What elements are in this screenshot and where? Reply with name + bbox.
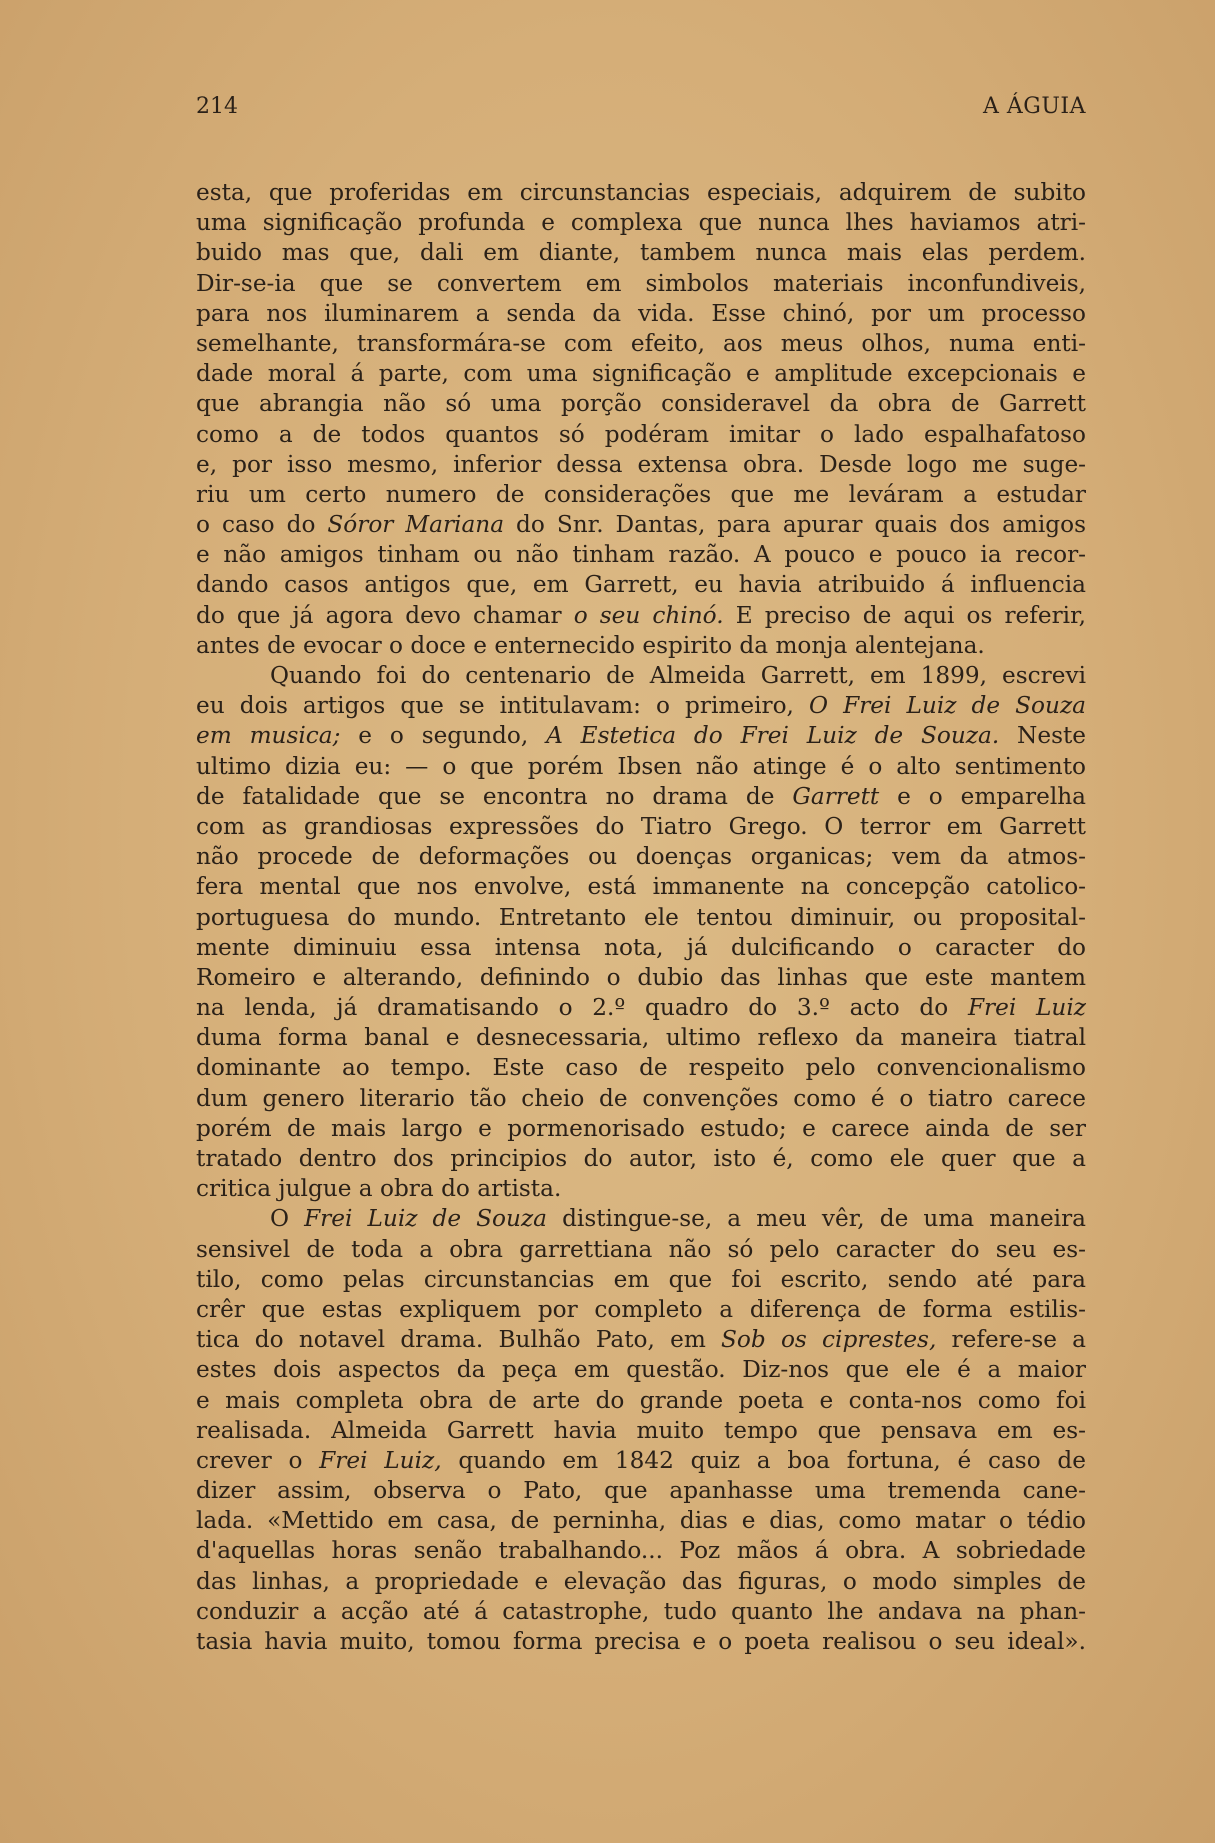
text-segment: realisada. Almeida Garrett havia muito tempo que pensava em es- (196, 1416, 1086, 1444)
text-segment: dizer assim, observa o Pato, que apanhasse uma tremenda cane- (196, 1477, 1086, 1505)
text-line (196, 1567, 1086, 1597)
text-segment: o caso do (196, 511, 328, 539)
text-line (196, 1416, 1086, 1446)
text-segment: buido mas que, dali em diante, tambem nunca mais elas perdem. (196, 239, 1086, 267)
text-line (196, 1204, 1086, 1234)
italic-text: Sob os ciprestes, (721, 1326, 937, 1354)
text-line (196, 1023, 1086, 1053)
text-line (196, 208, 1086, 238)
text-line (196, 1476, 1086, 1506)
text-line (196, 480, 1086, 510)
text-line (196, 1295, 1086, 1325)
text-segment: dade moral á parte, com uma significação e amplitude excepcionais e (196, 360, 1086, 388)
text-segment: Neste (999, 722, 1087, 750)
text-line (196, 1446, 1086, 1476)
text-line (196, 450, 1086, 480)
italic-text: Sóror Mariana (327, 511, 505, 539)
text-segment: com as grandiosas expressões do Tiatro Grego. O terror em Garrett (196, 812, 1086, 840)
text-line (196, 1355, 1086, 1385)
italic-text: Frei Luiz (967, 994, 1086, 1022)
text-line (196, 691, 1086, 721)
text-line (196, 420, 1086, 450)
text-line (196, 631, 1086, 661)
text-line (196, 1325, 1086, 1355)
text-segment: fera mental que nos envolve, está immanente na concepção catolico- (196, 873, 1086, 901)
text-line (196, 933, 1086, 963)
body-text (196, 178, 1086, 1657)
text-line (196, 872, 1086, 902)
text-line (196, 903, 1086, 933)
text-segment: dum genero literario tão cheio de convenções como é o tiatro carece (196, 1084, 1086, 1112)
text-segment: e não amigos tinham ou não tinham razão. A pouco e pouco ia recor- (196, 541, 1086, 569)
text-line (196, 782, 1086, 812)
text-segment: mente diminuiu essa intensa nota, já dulcificando o caracter do (196, 933, 1086, 961)
text-segment: d'aquellas horas senão trabalhando... Poz mãos á obra. A sobriedade (196, 1537, 1086, 1565)
text-segment: e o emparelha (879, 782, 1086, 810)
italic-text: Frei Luiz de Souza (304, 1205, 547, 1233)
text-line (196, 601, 1086, 631)
text-segment: e, por isso mesmo, inferior dessa extensa obra. Desde logo me suge- (196, 450, 1086, 478)
text-line (196, 570, 1086, 600)
text-segment: distingue-se, a meu vêr, de uma maneira (547, 1205, 1086, 1233)
text-segment: na lenda, já dramatisando o 2.º quadro do 3.º acto do (196, 994, 968, 1022)
text-segment: uma significação profunda e complexa que nunca lhes haviamos atri- (196, 209, 1086, 237)
journal-title: A ÁGUIA (983, 94, 1086, 119)
text-segment: de fatalidade que se encontra no drama de (196, 782, 793, 810)
text-segment: sensivel de toda a obra garrettiana não só pelo caracter do seu es- (196, 1235, 1086, 1263)
text-segment: quando em 1842 quiz a boa fortuna, é caso de (441, 1446, 1086, 1474)
text-segment: tasia havia muito, tomou forma precisa e o poeta realisou o seu ideal». (196, 1628, 1086, 1655)
text-line (196, 1144, 1086, 1174)
text-line (196, 1627, 1086, 1657)
text-segment: para nos iluminarem a senda da vida. Esse chinó, por um processo (196, 299, 1086, 327)
italic-text: o seu chinó. (573, 601, 724, 629)
text-segment: Dir-se-ia que se convertem em simbolos materiais inconfundiveis, (196, 269, 1086, 297)
text-line (196, 661, 1086, 691)
text-segment: semelhante, transformára-se com efeito, aos meus olhos, numa enti- (196, 329, 1086, 357)
text-segment: Romeiro e alterando, definindo o dubio das linhas que este mantem (196, 963, 1086, 991)
text-segment: tratado dentro dos principios do autor, isto é, como ele quer que a (196, 1145, 1086, 1172)
text-segment: estes dois aspectos da peça em questão. Diz-nos que ele é a maior (196, 1356, 1086, 1384)
text-segment: e o segundo, (340, 722, 547, 750)
italic-text: Frei Luiz, (319, 1446, 442, 1474)
text-line (196, 842, 1086, 872)
page-number: 214 (196, 94, 238, 119)
text-line (196, 1265, 1086, 1295)
text-segment: E preciso de aqui os referir, (723, 601, 1086, 629)
text-segment: antes de evocar o doce e enternecido espirito da monja alentejana. (196, 631, 985, 659)
text-line (196, 993, 1086, 1023)
text-segment: lada. «Mettido em casa, de perninha, dias e dias, como matar o tédio (196, 1507, 1086, 1535)
text-line (196, 721, 1086, 751)
text-line (196, 540, 1086, 570)
text-segment: como a de todos quantos só podéram imitar o lado espalhafatoso (196, 420, 1086, 448)
italic-text: em musica; (196, 722, 341, 750)
text-line (196, 389, 1086, 419)
text-line (196, 329, 1086, 359)
text-line (196, 963, 1086, 993)
text-segment: duma forma banal e desnecessaria, ultimo reflexo da maneira tiatral (196, 1024, 1086, 1052)
text-line (196, 299, 1086, 329)
text-segment: riu um certo numero de considerações que me leváram a estudar (196, 480, 1086, 508)
text-segment: não procede de deformações ou doenças organicas; vem da atmos- (196, 843, 1086, 871)
text-line (196, 269, 1086, 299)
text-line (196, 1506, 1086, 1536)
text-segment: e mais completa obra de arte do grande poeta e conta-nos como foi (196, 1386, 1086, 1414)
text-segment: crever o (196, 1446, 320, 1474)
text-segment: critica julgue a obra do artista. (196, 1175, 562, 1203)
text-segment: refere-se a (936, 1326, 1086, 1354)
text-line (196, 1386, 1086, 1416)
italic-text: O Frei Luiz de Souza (809, 692, 1086, 720)
text-line (196, 178, 1086, 208)
text-segment: ultimo dizia eu: — o que porém Ibsen não atinge é o alto sentimento (196, 752, 1086, 780)
text-segment: tica do notavel drama. Bulhão Pato, em (196, 1326, 722, 1354)
text-segment: porém de mais largo e pormenorisado estudo; e carece ainda de ser (196, 1114, 1086, 1142)
text-segment: do que já agora devo chamar (196, 601, 574, 629)
text-segment: tilo, como pelas circunstancias em que foi escrito, sendo até para (196, 1265, 1086, 1293)
text-line (196, 1174, 1086, 1204)
text-segment: crêr que estas expliquem por completo a diferença de forma estilis- (196, 1295, 1086, 1323)
running-head (196, 94, 1086, 128)
text-line (196, 1235, 1086, 1265)
text-line (196, 1114, 1086, 1144)
text-segment: do Snr. Dantas, para apurar quais dos amigos (504, 511, 1086, 539)
text-segment: conduzir a acção até á catastrophe, tudo quanto lhe andava na phan- (196, 1597, 1086, 1625)
text-line (196, 752, 1086, 782)
text-line (196, 510, 1086, 540)
text-line (196, 238, 1086, 268)
text-segment: dando casos antigos que, em Garrett, eu havia atribuido á influencia (196, 571, 1086, 599)
italic-text: Garrett (792, 782, 880, 810)
text-segment: dominante ao tempo. Este caso de respeito pelo convencionalismo (196, 1054, 1086, 1082)
text-segment: eu dois artigos que se intitulavam: o primeiro, (196, 692, 810, 720)
text-line (196, 1536, 1086, 1566)
text-line (196, 812, 1086, 842)
text-segment: esta, que proferidas em circunstancias especiais, adquirem de subito (196, 179, 1086, 206)
text-line (196, 1597, 1086, 1627)
text-segment: que abrangia não só uma porção consideravel da obra de Garrett (196, 390, 1086, 418)
text-segment: portuguesa do mundo. Entretanto ele tentou diminuir, ou proposital- (196, 903, 1086, 931)
italic-text: A Estetica do Frei Luiz de Souza. (546, 722, 1000, 750)
text-line (196, 1053, 1086, 1083)
text-line (196, 1084, 1086, 1114)
text-line (196, 359, 1086, 389)
text-segment: das linhas, a propriedade e elevação das figuras, o modo simples de (196, 1567, 1086, 1595)
text-segment: O (270, 1205, 305, 1233)
text-segment: Quando foi do centenario de Almeida Garrett, em 1899, escrevi (270, 662, 1086, 689)
